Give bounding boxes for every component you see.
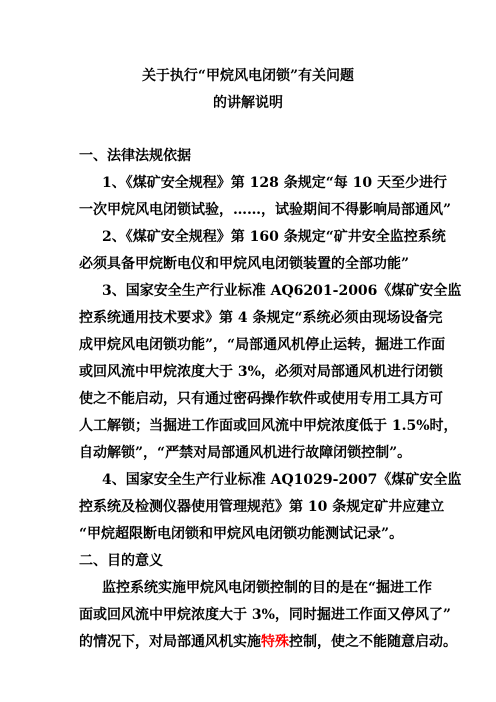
paragraph-3-line-6: 人工解锁；当掘进工作面或回风流中甲烷浓度低于 1.5%时， [79,418,458,434]
paragraph-4-line-1: 4、国家安全生产行业标准 AQ1029-2007《煤矿安全监 [102,472,462,488]
paragraph-2-line-1: 2、《煤矿安全规程》第 160 条规定“矿井安全监控系统 [102,229,446,245]
paragraph-2-line-2: 必须具备甲烷断电仪和甲烷风电闭锁装置的全部功能” [79,256,410,272]
paragraph-5-line-2: 面或回风流中甲烷浓度大于 3%，同时掘进工作面又停风了” [79,607,451,623]
paragraph-4-line-2: 控系统及检测仪器使用管理规范》第 10 条规定矿井应建立 [79,499,445,515]
paragraph-3-line-4: 或回风流中甲烷浓度大于 3%，必须对局部通风机进行闭锁 [79,364,443,380]
section-heading-purpose: 二、目的意义 [79,553,163,569]
paragraph-1-line-2: 一次甲烷风电闭锁试验，……，试验期间不得影响局部通风” [79,202,452,218]
paragraph-5-line-3 [79,632,457,652]
paragraph-5-line-1: 监控系统实施甲烷风电闭锁控制的目的是在“掘进工作 [102,580,433,596]
paragraph-3-line-2: 控系统通用技术要求》第 4 条规定“系统必须由现场设备完 [79,310,443,326]
document-title-line-1: 关于执行“甲烷风电闭锁”有关问题 [141,68,355,84]
paragraph-3-line-5: 使之不能启动，只有通过密码操作软件或使用专用工具方可 [79,391,443,407]
paragraph-5-line-3-end: 控制，使之不能随意启动。 [289,634,457,650]
paragraph-4-line-3: “甲烷超限断电闭锁和甲烷风电闭锁功能测试记录”。 [79,526,404,542]
paragraph-5-line-3-start: 的情况下，对局部通风机实施 [79,634,261,650]
document-title-line-2: 的讲解说明 [213,95,283,111]
paragraph-3-line-1: 3、国家安全生产行业标准 AQ6201-2006《煤矿安全监 [102,283,462,299]
highlighted-word-special: 特殊 [261,634,289,650]
paragraph-3-line-3: 成甲烷风电闭锁功能”，“局部通风机停止运转，掘进工作面 [79,337,446,353]
paragraph-1-line-1: 1、《煤矿安全规程》第 128 条规定“每 10 天至少进行 [102,175,447,191]
paragraph-3-line-7: 自动解锁”，“严禁对局部通风机进行故障闭锁控制”。 [79,445,412,461]
section-heading-legal-basis: 一、法律法规依据 [79,148,191,164]
